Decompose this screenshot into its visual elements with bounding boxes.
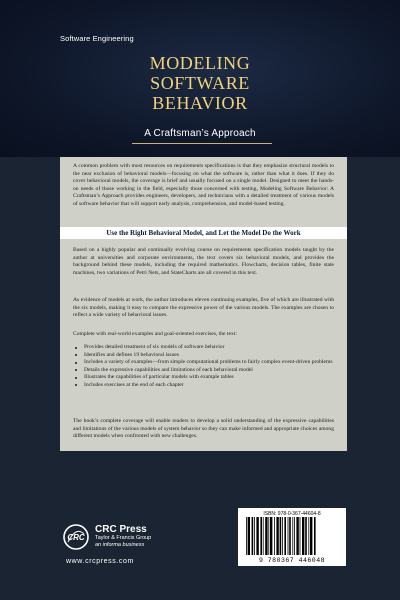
description-paragraph-4: The book’s complete coverage will enable readers to develop a solid understanding of the expressive capabilities and limitations of the various models of system behavior so they can make informed and appropriate choices among different models when confronted with new challenges. [73,418,334,439]
barcode-bar [270,517,272,555]
barcode-bar [308,517,309,555]
list-item [73,359,334,367]
barcode-bar [248,517,250,555]
crc-logo-icon [63,524,89,550]
intro-section [73,157,334,227]
description-section [73,241,334,451]
barcode-bar [260,517,262,555]
barcode-bar [289,517,291,555]
bullet-icon [75,369,77,371]
list-item-text: Details the expressive capabilities and limitations of each behavioral model [84,366,253,373]
bullet-icon [75,354,77,356]
barcode-bar [302,517,304,555]
book-subtitle: A Craftsman’s Approach [144,128,256,139]
list-item-text: Includes a variety of examples—from simple computational problems to fairly complex event-driven problems [84,359,333,365]
barcode-bar [305,517,307,555]
isbn-label: ISBN: 978-0-367-44604-8 [263,511,321,517]
bullet-icon [75,362,77,364]
list-item [73,382,334,390]
list-item-text: Includes exercises at the end of each chapter [84,381,184,388]
publisher-name: CRC Press [95,524,147,535]
book-title-line-3: BEHAVIOR [152,93,248,113]
list-item-text: Illustrates the capabilities of particular models with example tables [84,374,234,380]
barcode-bar [256,517,258,555]
feature-list [73,344,334,389]
publisher-website: www.crcpress.com [66,558,134,565]
list-item [73,374,334,382]
cover-top-area [0,0,400,157]
publisher-block [95,524,151,549]
barcode-bar [284,517,286,555]
description-paragraph-1: Based on a highly popular and continually evolving course on requirements specification models taught by the author at universities and corporate environments, the text covers six behavioral models, and provides the background behind these models, including the required mathematics. Flowcharts, decision tables, finite state machines, two variations of Petri Nets, and StateCharts are all covered in this text. [73,247,334,276]
barcode-bar [263,517,264,555]
barcode-bar [292,517,293,555]
barcode-bar [296,517,298,555]
barcode-bar [314,517,316,555]
barcode-bar [274,517,275,555]
subtitle-divider [132,143,272,144]
barcode-bar [252,517,254,555]
list-item-text: Provides detailed treatment of six models of software behavior [84,344,225,350]
book-title-line-1: MODELING [149,53,251,73]
publisher-parent: an informa business [95,542,145,548]
barcode-bar [280,517,282,555]
bullet-icon [75,347,77,349]
barcode-image [242,517,342,557]
barcode-bar [288,517,289,555]
bullet-icon [75,377,77,379]
description-paragraph-3: Complete with real-world examples and goal-oriented exercises, the text: [73,331,237,337]
publisher-group: Taylor & Francis Group [95,535,152,541]
barcode-bar [265,517,267,555]
barcode-bar [310,517,312,555]
barcode-bar [282,517,283,555]
barcode-bar [254,517,255,555]
barcode-bar [300,517,301,555]
barcode-bar [294,517,295,555]
barcode-block [238,508,346,566]
back-cover-text-panel [60,157,347,451]
barcode-bar [276,517,278,555]
intro-paragraph: A common problem with most resources on requirements specifications is that they emphasize structural models to the near exclusion of behavioral models—focusing on what the software is, rather than what it does. If they do cover behavioral models, the coverage is brief and usually focused on a single model. Designed to meet the hands-on needs of those working in the field, especially those concerned with testing, Modeling Software Behavior: A Craftsman’s Approach provides engineers, developers, and technicians with a detailed treatment of various models of software behavior that will support early analysis, comprehension, and model-based testing. [73,163,334,207]
barcode-bar [246,517,247,555]
book-title-line-2: SOFTWARE [150,73,250,93]
bullet-icon [75,384,77,386]
barcode-number: 9 780367 446048 [258,557,325,564]
series-label: Software Engineering [60,34,134,43]
section-heading: Use the Right Behavioral Model, and Let the Model Do the Work [106,229,301,237]
logo-text: CRC [67,533,85,542]
list-item [73,344,334,352]
list-item [73,352,334,360]
list-item-text: Identifies and defines 19 behavioral issues [84,351,179,358]
description-paragraph-2: As evidence of models at work, the author introduces eleven continuing examples, five of which are illustrated with the six models, making it easy to compare the expressive power of the various models. The examples are chosen to reflect a wide variety of behavioral issues. [73,297,334,318]
barcode-bar [268,517,269,555]
list-item [73,367,334,375]
